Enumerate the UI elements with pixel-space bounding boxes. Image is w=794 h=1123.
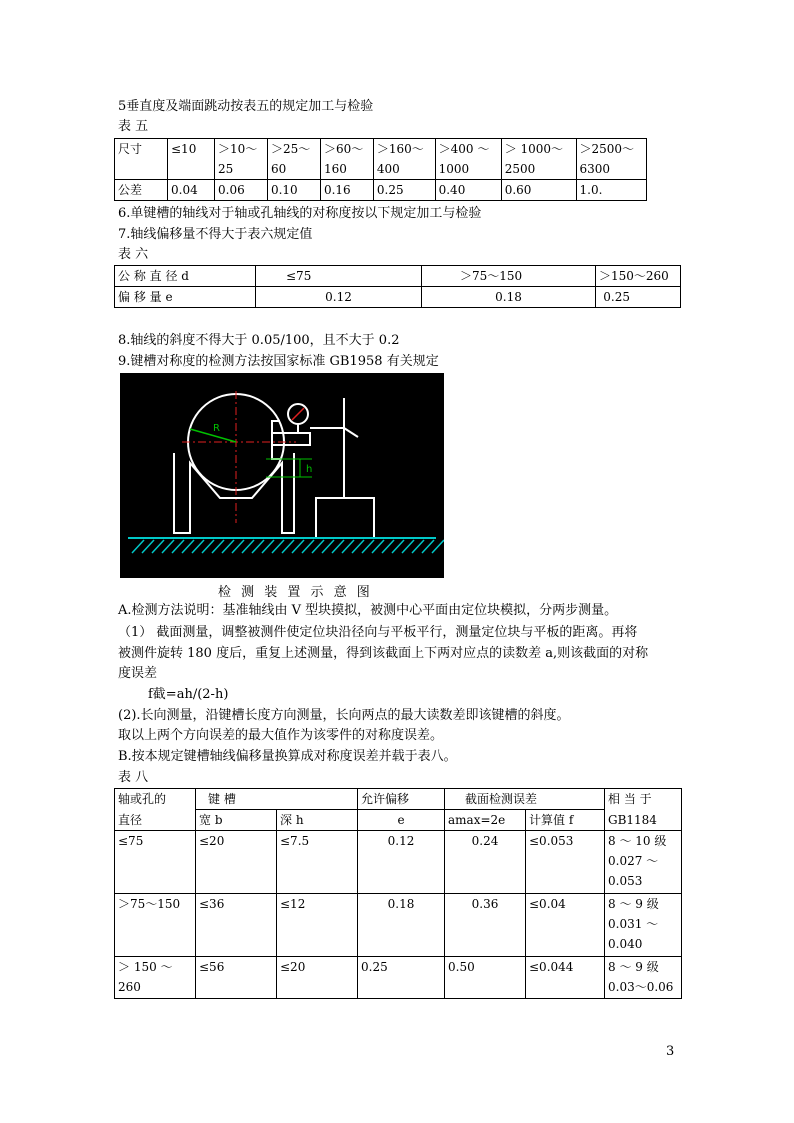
table-cell: 截面检测误差 [445,789,605,810]
table-cell: e [358,810,445,831]
table-cell: 宽 b [196,810,277,831]
inspection-device-diagram [120,373,444,578]
gb-line: 0.053 [608,874,643,888]
table-cell: 轴或孔的 [115,789,196,810]
table-cell: 0.12 [358,831,445,894]
table-cell: 键 槽 [196,789,358,810]
table-cell: 0.04 [168,180,215,201]
table-cell: ≤12 [277,894,358,957]
table-cell: 0.25 [596,287,681,308]
table-cell: 相 当 于 [605,789,682,810]
table-cell: 深 h [277,810,358,831]
table-cell: 0.25 [373,180,435,201]
table-row [115,957,682,999]
section-8-heading: 8.轴线的斜度不得大于 0.05/100，且不大于 0.2 [118,333,400,348]
table-cell: ＞2500～ [576,139,647,160]
table-cell: 6300 [576,159,647,180]
gb-line: 8 ～ 9 级 [608,960,659,974]
gb-line: 0.040 [608,937,643,951]
diameter-line: ＞ 150 ～ [118,960,173,974]
method-step-1-line1: （1） 截面测量，调整被测件使定位块沿径向与平板平行，测量定位块与平板的距离。再将 [118,625,638,640]
table-5 [114,138,647,201]
table-cell: 公差 [115,180,168,201]
section-6-heading: 6.单键槽的轴线对于轴或孔轴线的对称度按以下规定加工与检验 [118,206,482,221]
table-cell: 0.50 [445,957,526,999]
table-cell: ≤36 [196,894,277,957]
table-cell: 0.06 [215,180,268,201]
formula: f截=ah/(2-h) [148,687,229,702]
section-5-heading: 5垂直度及端面跳动按表五的规定加工与检验 [118,99,374,114]
method-conclusion: 取以上两个方向误差的最大值作为该零件的对称度误差。 [118,728,444,743]
table-cell: ＞60～ [320,139,373,160]
gb-line: 0.03～0.06 [608,980,674,994]
table-cell: 0.18 [422,287,596,308]
table-6 [114,265,681,308]
table-cell: amax=2e [445,810,526,831]
method-step-1-line3: 度误差 [118,666,158,681]
table-cell: 60 [267,159,320,180]
method-a: A.检测方法说明：基准轴线由 V 型块摸拟，被测中心平面由定位块模拟，分两步测量。 [118,603,618,618]
table-5-title: 表 五 [118,119,149,134]
table-cell: ＞75～150 [422,266,596,287]
table-cell: 0.12 [256,287,422,308]
table-cell: 公 称 直 径 d [115,266,256,287]
table-row [115,180,647,201]
method-step-1-line2: 被测件旋转 180 度后，重复上述测量，得到该截面上下两对应点的读数差 a,则该截面的对称 [118,646,649,661]
table-cell: ≤0.053 [526,831,605,894]
table-cell: 允许偏移 [358,789,445,810]
radius-label: R [213,423,220,434]
table-cell: 0.16 [320,180,373,201]
table-cell: 尺寸 [115,139,168,180]
table-cell: 400 [373,159,435,180]
table-row [115,831,682,894]
table-cell: ≤7.5 [277,831,358,894]
table-row [115,266,681,287]
section-7-heading: 7.轴线偏移量不得大于表六规定值 [118,227,313,242]
table-cell [605,894,682,957]
table-6-title: 表 六 [118,247,149,262]
table-cell: ≤0.044 [526,957,605,999]
table-cell: ＞400 ～ [435,139,501,160]
table-cell: 偏 移 量 e [115,287,256,308]
table-cell: ≤56 [196,957,277,999]
gb-line: 8 ～ 9 级 [608,897,659,911]
table-cell: ＞25～ [267,139,320,160]
table-cell [605,831,682,894]
table-row [115,139,647,160]
table-cell: 2500 [501,159,576,180]
table-cell: ≤0.04 [526,894,605,957]
table-cell: GB1184 [605,810,682,831]
table-8-title: 表 八 [118,770,149,785]
table-row [115,894,682,957]
table-cell: ≤75 [256,266,422,287]
table-cell: ＞160～ [373,139,435,160]
method-b: B.按本规定键槽轴线偏移量换算成对称度误差并载于表八。 [118,749,457,764]
table-cell: ＞10～ [215,139,268,160]
table-cell: 1000 [435,159,501,180]
figure-caption: 检 测 装 置 示 意 图 [218,585,373,600]
gb-line: 8 ～ 10 级 [608,834,667,848]
table-cell: 1.0. [576,180,647,201]
table-cell: 160 [320,159,373,180]
table-cell: ＞75～150 [115,894,196,957]
table-8 [114,788,682,999]
table-cell: ＞ 1000～ [501,139,576,160]
table-cell: 0.18 [358,894,445,957]
table-cell: 0.10 [267,180,320,201]
method-step-2: (2).长向测量，沿键槽长度方向测量，长向两点的最大读数差即该键槽的斜度。 [118,708,570,723]
section-9-heading: 9.键槽对称度的检测方法按国家标准 GB1958 有关规定 [118,354,439,369]
table-cell: 0.25 [358,957,445,999]
table-cell: 计算值 f [526,810,605,831]
h-label: h [306,464,313,475]
table-cell: 0.24 [445,831,526,894]
table-row [115,287,681,308]
gb-line: 0.027 ～ [608,854,659,868]
table-cell: 0.40 [435,180,501,201]
table-cell: ≤75 [115,831,196,894]
table-row [115,789,682,810]
table-cell [115,957,196,999]
gb-line: 0.031 ～ [608,917,659,931]
table-cell [605,957,682,999]
diameter-line: 260 [118,980,141,994]
table-cell: 0.60 [501,180,576,201]
table-cell: ＞150～260 [596,266,681,287]
table-cell: ≤10 [168,139,215,180]
page-number: 3 [666,1044,675,1059]
table-cell: ≤20 [277,957,358,999]
table-cell: ≤20 [196,831,277,894]
table-cell: 25 [215,159,268,180]
table-row [115,810,682,831]
table-cell: 直径 [115,810,196,831]
table-cell: 0.36 [445,894,526,957]
